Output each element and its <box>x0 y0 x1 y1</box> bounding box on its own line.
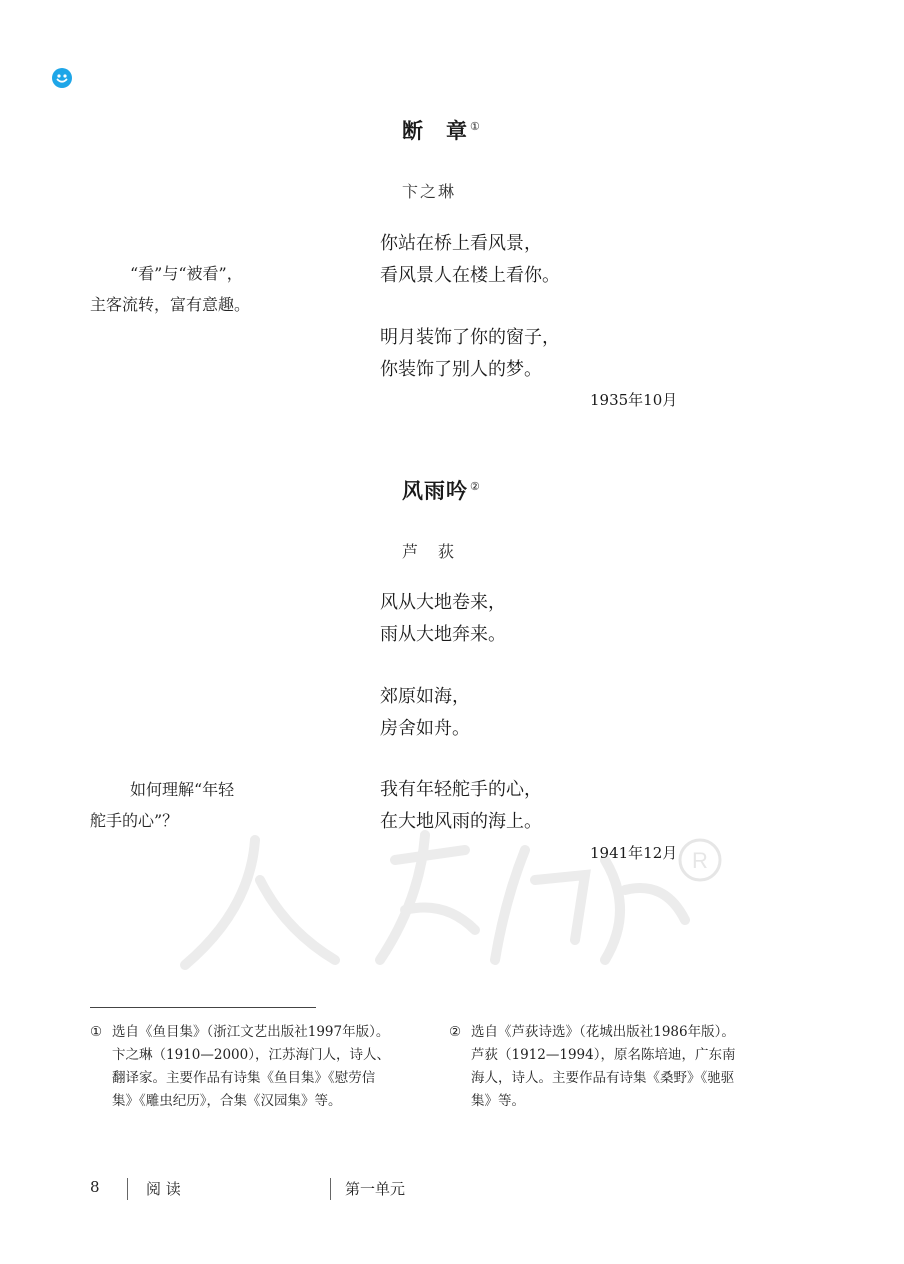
footer-divider <box>330 1178 331 1200</box>
footnote-2: ② 选自《芦荻诗选》（花城出版社1986年版）。 芦荻（1912—1994），原名陈培迪，广东南 海人，诗人。主要作品有诗集《桑野》《驰驱 集》等。 <box>449 1021 735 1113</box>
footnote-rule <box>90 1007 316 1008</box>
poem2-stanza-3 <box>380 774 542 838</box>
poem-line: 雨从大地奔来。 <box>380 624 506 645</box>
poem2-note-ref[interactable]: ② <box>470 480 481 493</box>
footer-unit: 第一单元 <box>345 1180 406 1198</box>
poem-line: 你站在桥上看风景， <box>380 233 542 254</box>
smiley-logo-icon <box>52 68 72 88</box>
poem-line: 风从大地卷来， <box>380 592 506 613</box>
poem1-note-ref[interactable]: ① <box>470 120 481 133</box>
poem-line: 你装饰了别人的梦。 <box>380 359 542 380</box>
poem-line: 明月装饰了你的窗子， <box>380 327 560 348</box>
poem2-stanza-2 <box>380 681 470 745</box>
poem-line: 房舍如舟。 <box>380 718 470 739</box>
poem2-side-note: 如何理解“年轻 舵手的心”？ <box>90 780 235 830</box>
footer-divider <box>127 1178 128 1200</box>
svg-text:R: R <box>692 848 708 873</box>
poem1-stanza-2 <box>380 322 560 386</box>
poem1-title: 断 章 ① <box>402 118 481 143</box>
poem-line: 我有年轻舵手的心， <box>380 779 542 800</box>
poem2-stanza-1 <box>380 587 506 651</box>
footer-section: 阅 读 <box>146 1180 181 1198</box>
poem-line: 在大地风雨的海上。 <box>380 811 542 832</box>
poem1-stanza-1 <box>380 228 560 292</box>
poem1-date: 1935年10月 <box>590 391 678 409</box>
page-number: 8 <box>90 1178 100 1196</box>
footnote-1: ① 选自《鱼目集》（浙江文艺出版社1997年版）。 卞之琳（1910—2000），江苏海门人，诗人、 翻译家。主要作品有诗集《鱼目集》《慰劳信 集》《雕虫纪历》，合集《汉园集》等。 <box>90 1021 390 1113</box>
poem2-title: 风雨吟 ② <box>402 478 481 503</box>
poem1-side-note: “看”与“被看”， 主客流转，富有意趣。 <box>90 264 251 314</box>
poem2-author: 芦 荻 <box>402 542 457 561</box>
footnote-1-number: ① <box>90 1024 103 1040</box>
poem-line: 郊原如海， <box>380 686 470 707</box>
footnote-2-number: ② <box>449 1024 462 1040</box>
poem-line: 看风景人在楼上看你。 <box>380 265 560 286</box>
poem1-author: 卞之琳 <box>402 182 457 201</box>
poem2-date: 1941年12月 <box>590 844 678 862</box>
